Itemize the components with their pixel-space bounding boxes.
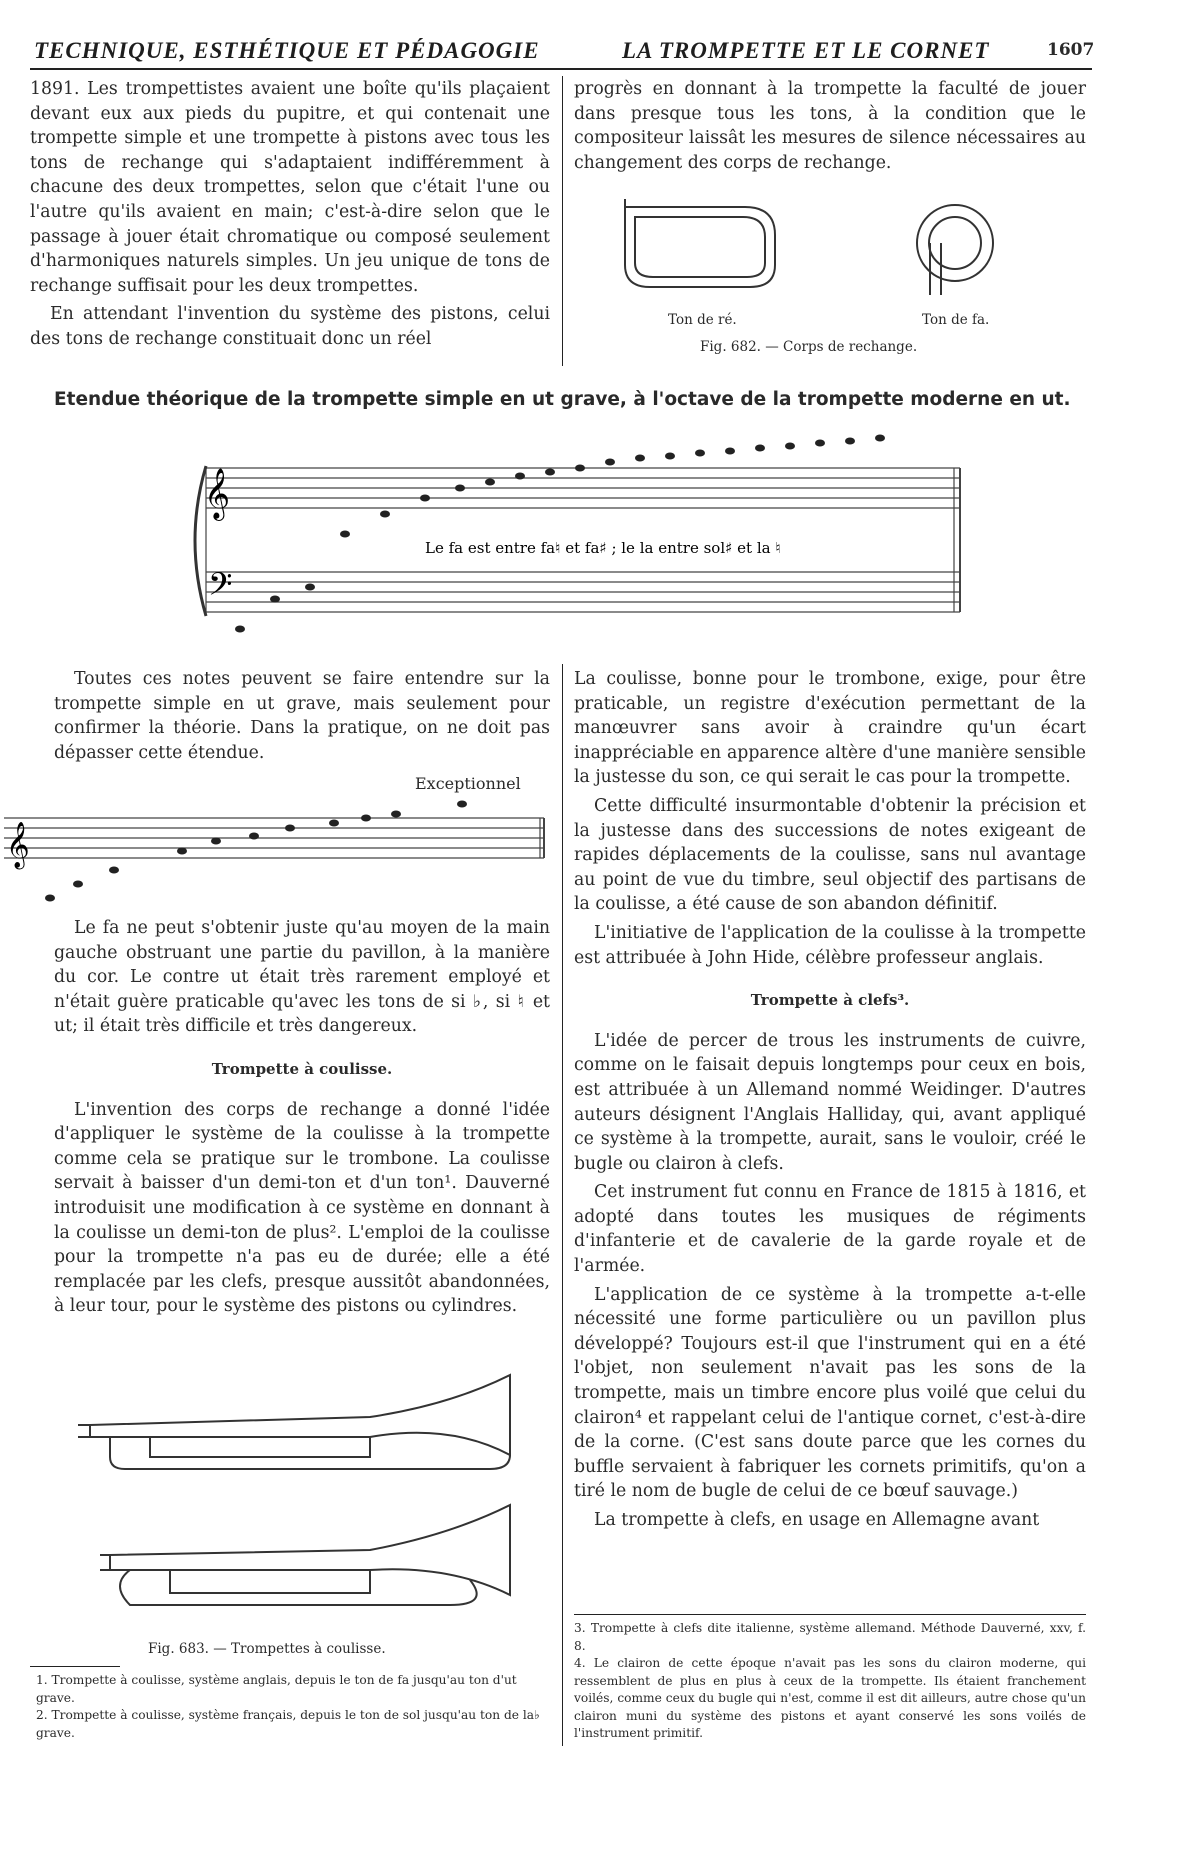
range-note: Le fa est entre fa♮ et fa♯ ; le la entre sol♯ et la ♮ [425,539,781,557]
exceptionnel-label: Exceptionnel [415,774,521,793]
header-rule [30,68,1092,70]
paragraph: L'initiative de l'application de la coulisse à la trompette est attribuée à John Hide, célèbre professeur anglais. [574,922,1086,968]
footnote: 2. Trompette à coulisse, système français, depuis le ton de sol jusqu'au ton de la♭ grave. [36,1708,540,1740]
running-head-left: TECHNIQUE, ESTHÉTIQUE ET PÉDAGOGIE [34,38,540,63]
paragraph: Toutes ces notes peuvent se faire entendre sur la trompette simple en ut grave, mais seulement pour confirmer la théorie. Dans la pratique, on ne doit pas dépasser cette étendue. [54,669,550,763]
paragraph: 1891. Les trompettistes avaient une boîte qu'ils plaçaient devant eux aux pieds du pupitre, et qui contenait une trompette simple et une trompette à pistons avec tous les tons de rechange qui s'adaptaient indifféremment à chacune des deux trompettes, selon que c'était l'une ou l'autre qu'ils avaient en main; c'est-à-dire selon que le passage à jouer était chromatique ou composé seulement d'harmoniques naturels simples. Un jeu unique de tons de rechange suffisait pour les deux trompettes. [30,79,550,296]
running-head-right: LA TROMPETTE ET LE CORNET [622,38,990,63]
fig682-caption: Fig. 682. — Corps de rechange. [700,339,918,355]
middle-left-column [54,667,550,769]
fig683-caption: Fig. 683. — Trompettes à coulisse. [148,1641,386,1657]
range-staff [170,426,965,646]
svg-text:𝄞: 𝄞 [6,822,30,868]
column-divider [562,76,563,366]
fig682-label-left: Ton de ré. [668,312,737,328]
column-divider [562,664,563,1746]
practical-range-staff [4,796,554,906]
top-right-column [574,77,1086,179]
crooks-illustration [615,195,1035,305]
paragraph: L'invention des corps de rechange a donné l'idée d'appliquer le système de la coulisse à la trompette comme cela se pratique sur le trombone. La coulisse servait à baisser d'un demi-ton et d'un ton¹. Dauverné introduisit une modification à ce système en donnant à la coulisse un demi-ton de plus². L'emploi de la coulisse pour la trompette n'a pas eu de durée; elle a été remplacée par les clefs, presque aussitôt abandonnées, à leur tour, pour le système des pistons ou cylindres. [54,1099,550,1317]
paragraph: La coulisse, bonne pour le trombone, exige, pour être praticable, un registre d'exécution permettant de la manœuvrer sans avoir à craindre qu'un écart inappréciable en apparence altère d'une manière sensible la justesse du son, ce qui serait le cas pour la trompette. [574,669,1086,788]
paragraph: La trompette à clefs, en usage en Allemagne avant [594,1510,1040,1530]
slide-trumpets-illustration [70,1365,540,1635]
top-left-column [30,77,550,356]
footnotes-left [36,1672,548,1742]
paragraph: progrès en donnant à la trompette la faculté de jouer dans presque tous les tons, à la condition que le compositeur laissât les mesures de silence nécessaires au changement des corps de rechange. [574,79,1086,173]
footnote: 3. Trompette à clefs dite italienne, système allemand. Méthode Dauverné, xxv, f. 8. [574,1621,1086,1653]
footnotes-right [574,1620,1086,1743]
paragraph: En attendant l'invention du système des pistons, celui des tons de rechange constituait donc un réel [30,304,550,349]
svg-text:𝄢: 𝄢 [208,566,233,610]
paragraph: L'application de ce système à la trompette a-t-elle nécessité une forme particulière ou un pavillon plus développé? Toujours est-il que l'instrument qui en a été l'objet, non seulement n'avait pas les sons de la trompette, mais un timbre encore plus voilé que celui du clairon⁴ et rappelant celui de l'antique cornet, c'est-à-dire de la corne. (C'est sans doute parce que les cornes du buffle servaient à fabriquer les cornets primitifs, qu'on a tiré le nom de bugle de celui de ce bœuf sauvage.) [574,1284,1086,1502]
fa-column [54,916,550,1323]
footnote: 4. Le clairon de cette époque n'avait pas les sons du clairon moderne, qui ressemblent de plus en plus à ceux de la trompette. Ils étaient franchement voilés, comme ceux du bugle qui n'est, comme il est dit ailleurs, autre chose qu'un clairon muni du système des pistons et ayant conservé les sons voilés de l'instrument primitif. [574,1656,1086,1740]
fig682-label-right: Ton de fa. [922,312,990,328]
section-title-coulisse: Trompette à coulisse. [211,1059,393,1078]
footnote-rule [30,1666,120,1667]
paragraph: Cet instrument fut connu en France de 1815 à 1816, et adopté dans toutes les musiques de régiments d'infanterie et de cavalerie de la garde royale et de l'armée. [574,1182,1086,1277]
right-lower-column [574,667,1086,1537]
paragraph: Cette difficulté insurmontable d'obtenir la précision et la justesse dans des successions de notes exigeant de rapides déplacements de la coulisse, sans nul avantage au point de vue du timbre, seul objectif des partisans de la coulisse, a été cause de son abandon définitif. [574,795,1086,915]
section-title-clefs: Trompette à clefs³. [750,991,910,1010]
paragraph: L'idée de percer de trous les instruments de cuivre, comme on le faisait depuis longtemps pour ceux en bois, est attribuée à un Allemand nommé Weidinger. D'autres auteurs désignent l'Anglais Halliday, qui, avant appliqué ce système à la trompette, aurait, sans le vouloir, créé le bugle ou clairon à clefs. [574,1030,1086,1174]
footnote: 1. Trompette à coulisse, système anglais, depuis le ton de fa jusqu'au ton d'ut grave. [36,1673,517,1705]
range-title: Etendue théorique de la trompette simple en ut grave, à l'octave de la trompette moderne en ut. [54,389,1071,410]
page-number: 1607 [1047,40,1095,60]
svg-text:𝄞: 𝄞 [204,468,231,519]
footnote-rule [574,1614,1086,1615]
paragraph: Le fa ne peut s'obtenir juste qu'au moyen de la main gauche obstruant une partie du pavillon, à la manière du cor. Le contre ut était très rarement employé et n'était guère praticable qu'avec les tons de si ♭, si ♮ et ut; il était très difficile et très dangereux. [54,918,550,1037]
